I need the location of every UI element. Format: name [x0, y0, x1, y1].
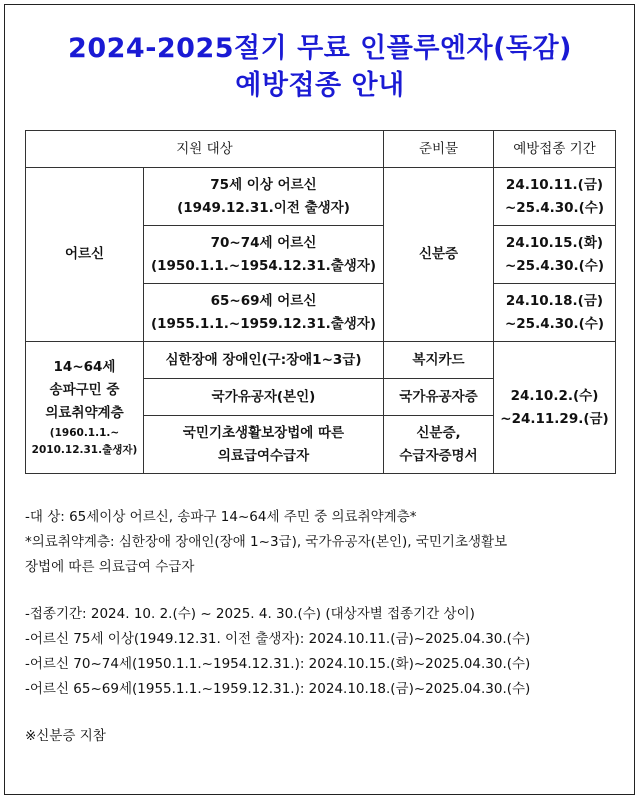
- note-period: -접종기간: 2024. 10. 2.(수) ~ 2025. 4. 30.(수) (대상자별 접종기간 상이): [25, 606, 475, 622]
- period-line: ~25.4.30.(수): [504, 199, 605, 216]
- group-label-vulnerable: [26, 342, 144, 474]
- target-line: 의료급여수급자: [217, 447, 310, 464]
- group-label-line: 의료취약계층: [45, 405, 124, 421]
- table-row: [26, 168, 616, 226]
- group-label-seniors: 어르신: [26, 168, 144, 342]
- target-cell: 국가유공자(본인): [144, 379, 384, 416]
- header-preparation: 준비물: [384, 131, 494, 168]
- target-line: (1950.1.1.~1954.12.31.출생자): [150, 257, 377, 274]
- group-label-line: 송파구민 중: [49, 382, 120, 398]
- group-label-note: (1960.1.1.~: [49, 427, 120, 439]
- period-line: 24.10.18.(금): [505, 292, 604, 309]
- note-bring-id: ※신분증 지참: [25, 728, 106, 744]
- period-cell: [494, 284, 616, 342]
- period-line: 24.10.15.(화): [505, 234, 604, 251]
- target-cell: [144, 168, 384, 226]
- preparation-cell: [384, 416, 494, 474]
- preparation-line: 신분증,: [416, 424, 461, 441]
- target-line: 75세 이상 어르신: [210, 176, 317, 193]
- header-period: 예방접종 기간: [494, 131, 616, 168]
- group-label-line: 14~64세: [53, 359, 116, 375]
- target-line: (1949.12.31.이전 출생자): [177, 199, 350, 216]
- notes-section: [25, 505, 625, 749]
- vaccination-table: [25, 130, 616, 474]
- header-target: 지원 대상: [26, 131, 384, 168]
- preparation-line: 수급자증명서: [399, 447, 478, 464]
- period-cell-vulnerable: [494, 342, 616, 474]
- spacer: [25, 580, 625, 602]
- note-target: -대 상: 65세이상 어르신, 송파구 14~64세 주민 중 의료취약계층*: [25, 509, 417, 525]
- title-line-1: 2024-2025절기 무료 인플루엔자(독감): [68, 33, 572, 64]
- title-line-2: 예방접종 안내: [235, 70, 405, 101]
- target-line: 70~74세 어르신: [210, 234, 317, 251]
- target-cell: [144, 416, 384, 474]
- preparation-cell: 국가유공자증: [384, 379, 494, 416]
- note-vulnerable-definition-cont: 장법에 따른 의료급여 수급자: [25, 559, 195, 575]
- period-line: ~25.4.30.(수): [504, 257, 605, 274]
- note-75-plus: -어르신 75세 이상(1949.12.31. 이전 출생자): 2024.10.11.(금)~2025.04.30.(수): [25, 631, 531, 647]
- table-row: [26, 342, 616, 379]
- target-cell: [144, 284, 384, 342]
- period-line: ~24.11.29.(금): [500, 410, 609, 427]
- target-cell: [144, 226, 384, 284]
- preparation-id-card: 신분증: [384, 168, 494, 342]
- period-line: 24.10.2.(수): [510, 387, 599, 404]
- preparation-cell: 복지카드: [384, 342, 494, 379]
- period-line: ~25.4.30.(수): [504, 315, 605, 332]
- spacer: [25, 702, 625, 724]
- target-line: 국민기초생활보장법에 따른: [182, 424, 345, 441]
- period-line: 24.10.11.(금): [505, 176, 604, 193]
- note-65-69: -어르신 65~69세(1955.1.1.~1959.12.31.): 2024.10.18.(금)~2025.04.30.(수): [25, 681, 531, 697]
- target-cell: 심한장애 장애인(구:장애1~3급): [144, 342, 384, 379]
- period-cell: [494, 226, 616, 284]
- target-line: (1955.1.1.~1959.12.31.출생자): [150, 315, 377, 332]
- group-label-note: 2010.12.31.출생자): [31, 444, 138, 456]
- table-header-row: [26, 131, 616, 168]
- note-vulnerable-definition: *의료취약계층: 심한장애 장애인(장애 1~3급), 국가유공자(본인), 국민기초생활보: [25, 534, 508, 550]
- period-cell: [494, 168, 616, 226]
- note-70-74: -어르신 70~74세(1950.1.1.~1954.12.31.): 2024.10.15.(화)~2025.04.30.(수): [25, 656, 531, 672]
- target-line: 65~69세 어르신: [210, 292, 317, 309]
